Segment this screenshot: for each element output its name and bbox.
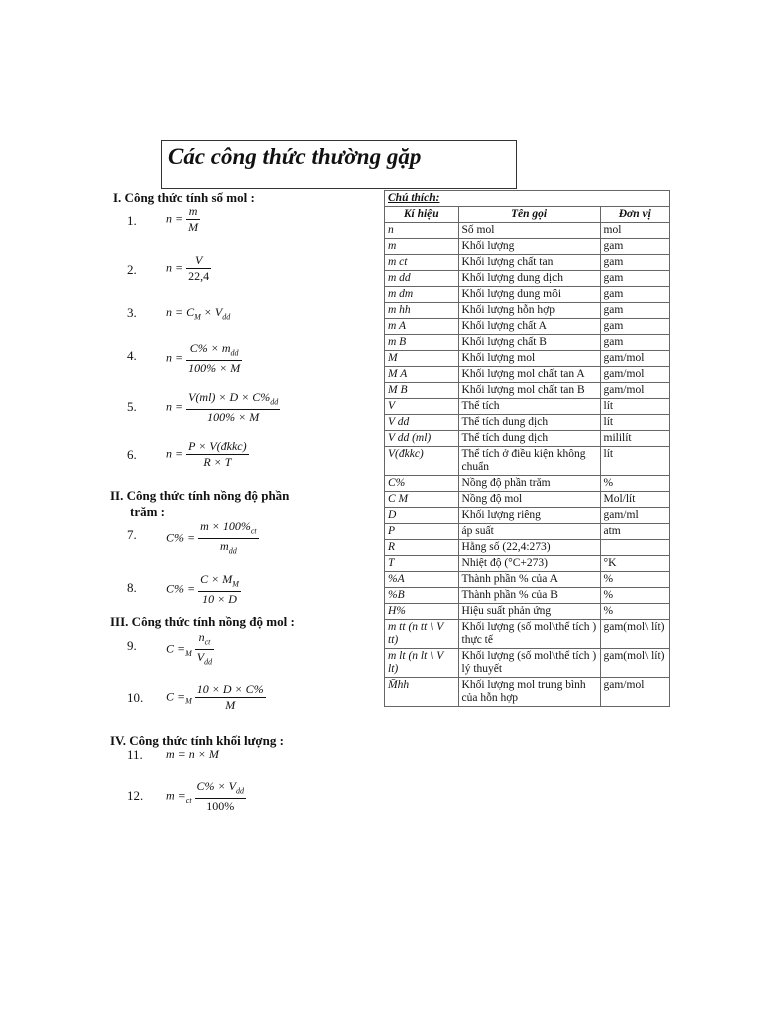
- formula-1: n = $\frac{m}{M}$: [166, 204, 199, 234]
- legend-name: Khối lượng dung dịch: [458, 271, 600, 287]
- legend-symbol: P: [385, 524, 459, 540]
- legend-symbol: M A: [385, 367, 459, 383]
- formula-5: n = $\frac{V(ml) \times D \times C\%_{dd}}{100\% \times M}$: [166, 390, 279, 425]
- legend-name: Khối lượng chất A: [458, 319, 600, 335]
- legend-unit: gam: [600, 287, 670, 303]
- legend-name: Khối lượng riêng: [458, 508, 600, 524]
- legend-row: [385, 649, 670, 678]
- title-box: [161, 140, 517, 189]
- legend-unit: %: [600, 604, 670, 620]
- formula-4: n = $\frac{C\% \times m_{dd}}{100\% \times M}$: [166, 341, 241, 376]
- section-1-heading: I. Công thức tính số mol :: [113, 190, 255, 205]
- section-3-heading: III. Công thức tính nồng độ mol :: [110, 614, 295, 629]
- formula-11: m = n × M: [166, 747, 219, 761]
- legend-row: [385, 239, 670, 255]
- legend-unit: gam/mol: [600, 351, 670, 367]
- legend-unit: Mol/lít: [600, 492, 670, 508]
- legend-header-row: [385, 207, 670, 223]
- legend-symbol: V(đkkc): [385, 447, 459, 476]
- legend-row: [385, 431, 670, 447]
- legend-symbol: m B: [385, 335, 459, 351]
- formula-number: 3.: [127, 305, 137, 320]
- legend-unit: lít: [600, 399, 670, 415]
- legend-symbol: m hh: [385, 303, 459, 319]
- legend-row: [385, 287, 670, 303]
- legend-row: [385, 508, 670, 524]
- legend-row: [385, 223, 670, 239]
- formula-number: 8.: [127, 580, 137, 595]
- formula-number: 9.: [127, 638, 137, 653]
- legend-name: Nồng độ mol: [458, 492, 600, 508]
- legend-name: Khối lượng dung môi: [458, 287, 600, 303]
- legend-name: Hiệu suất phản ứng: [458, 604, 600, 620]
- legend-name: Khối lượng mol: [458, 351, 600, 367]
- legend-row: [385, 319, 670, 335]
- formula-12: $m =_{ct}$ $\frac{C\% \times V_{dd}}{100\%}$: [166, 779, 244, 814]
- legend-unit: %: [600, 476, 670, 492]
- legend-symbol: m lt (n lt \ V lt): [385, 649, 459, 678]
- legend-caption: Chú thích:: [385, 191, 670, 207]
- legend-unit: gam(mol\ lít): [600, 649, 670, 678]
- legend-name: Khối lượng mol trung bình của hỗn hợp: [458, 678, 600, 707]
- legend-unit: °K: [600, 556, 670, 572]
- formula-number: 4.: [127, 348, 137, 363]
- legend-name: Khối lượng hỗn hợp: [458, 303, 600, 319]
- legend-symbol: n: [385, 223, 459, 239]
- legend-name: Số mol: [458, 223, 600, 239]
- legend-symbol: M: [385, 351, 459, 367]
- legend-symbol: m dm: [385, 287, 459, 303]
- legend-name: Khối lượng (số mol\thể tích ) lý thuyết: [458, 649, 600, 678]
- legend-unit: gam/ml: [600, 508, 670, 524]
- legend-unit: mililít: [600, 431, 670, 447]
- formula-6: n = $\frac{\text{P × V(đkkc)}}{R \times T}$: [166, 439, 247, 469]
- legend-name: Thành phần % của A: [458, 572, 600, 588]
- legend-symbol: m ct: [385, 255, 459, 271]
- legend-row: [385, 335, 670, 351]
- legend-name: Khối lượng: [458, 239, 600, 255]
- legend-unit: gam: [600, 319, 670, 335]
- legend-symbol: C M: [385, 492, 459, 508]
- legend-name: Thành phần % của B: [458, 588, 600, 604]
- formula-2: n = $\frac{V}{22,4}$: [166, 253, 210, 283]
- legend-unit: gam/mol: [600, 383, 670, 399]
- formula-10: $C =_M$ $\frac{10 \times D \times C\%}{M}$: [166, 682, 264, 712]
- legend-unit: gam: [600, 239, 670, 255]
- legend-row: [385, 399, 670, 415]
- formula-number: 10.: [127, 690, 144, 705]
- legend-name: Khối lượng chất B: [458, 335, 600, 351]
- legend-name: Khối lượng mol chất tan B: [458, 383, 600, 399]
- formula-number: 11.: [127, 747, 143, 762]
- legend-row: [385, 476, 670, 492]
- legend-symbol: %B: [385, 588, 459, 604]
- legend-row: [385, 588, 670, 604]
- legend-name: Hằng số (22,4:273): [458, 540, 600, 556]
- legend-table: [384, 190, 670, 707]
- legend-symbol: m A: [385, 319, 459, 335]
- legend-row: [385, 447, 670, 476]
- legend-name: Khối lượng (số mol\thể tích ) thực tế: [458, 620, 600, 649]
- legend-row: [385, 540, 670, 556]
- legend-name: Khối lượng mol chất tan A: [458, 367, 600, 383]
- formula-3: $n = C_M \times V_{dd}$: [166, 305, 231, 322]
- legend-unit: gam: [600, 271, 670, 287]
- legend-unit: atm: [600, 524, 670, 540]
- legend-row: [385, 620, 670, 649]
- legend-header-name: Tên gọi: [458, 207, 600, 223]
- legend-name: Khối lượng chất tan: [458, 255, 600, 271]
- legend-row: [385, 367, 670, 383]
- legend-unit: mol: [600, 223, 670, 239]
- legend-row: [385, 492, 670, 508]
- formula-number: 7.: [127, 527, 137, 542]
- section-4-heading: IV. Công thức tính khối lượng :: [110, 733, 284, 748]
- formula-7: C% = $\frac{m \times 100\%_{ct}}{m_{dd}}$: [166, 519, 257, 556]
- legend-symbol: %A: [385, 572, 459, 588]
- legend-symbol: m: [385, 239, 459, 255]
- legend-name: áp suất: [458, 524, 600, 540]
- legend-unit: gam(mol\ lít): [600, 620, 670, 649]
- legend-unit: [600, 540, 670, 556]
- legend-symbol: D: [385, 508, 459, 524]
- legend-symbol: T: [385, 556, 459, 572]
- legend-symbol: R: [385, 540, 459, 556]
- legend-name: Thể tích dung dịch: [458, 431, 600, 447]
- legend-name: Nồng độ phần trăm: [458, 476, 600, 492]
- legend-row: [385, 524, 670, 540]
- formula-number: 5.: [127, 399, 137, 414]
- legend-row: [385, 415, 670, 431]
- legend-row: [385, 303, 670, 319]
- legend-symbol: m dd: [385, 271, 459, 287]
- legend-header-symbol: Kí hiệu: [385, 207, 459, 223]
- legend-name: Thể tích ở điều kiện không chuẩn: [458, 447, 600, 476]
- legend-header-unit: Đơn vị: [600, 207, 670, 223]
- legend-row: [385, 271, 670, 287]
- legend-row: [385, 383, 670, 399]
- formula-number: 1.: [127, 213, 137, 228]
- legend-symbol: C%: [385, 476, 459, 492]
- formula-8: C% = $\frac{C \times M_M}{10 \times D}$: [166, 572, 239, 607]
- section-2-heading: II. Công thức tính nồng độ phần: [110, 488, 290, 503]
- legend-name: Thể tích: [458, 399, 600, 415]
- legend-row: [385, 678, 670, 707]
- legend-row: [385, 255, 670, 271]
- legend-symbol: V dd (ml): [385, 431, 459, 447]
- legend-unit: %: [600, 588, 670, 604]
- formula-number: 6.: [127, 447, 137, 462]
- legend-unit: gam/mol: [600, 367, 670, 383]
- legend-unit: gam: [600, 303, 670, 319]
- legend-unit: gam: [600, 335, 670, 351]
- legend-name: Nhiệt độ (°C+273): [458, 556, 600, 572]
- legend-symbol: V: [385, 399, 459, 415]
- legend-unit: %: [600, 572, 670, 588]
- legend-unit: gam/mol: [600, 678, 670, 707]
- legend-unit: lít: [600, 415, 670, 431]
- legend-symbol: M̄hh: [385, 678, 459, 707]
- legend-symbol: V dd: [385, 415, 459, 431]
- legend-symbol: H%: [385, 604, 459, 620]
- legend-row: [385, 351, 670, 367]
- formula-number: 12.: [127, 788, 144, 803]
- section-2-heading-cont: trăm :: [130, 504, 166, 519]
- legend-symbol: m tt (n tt \ V tt): [385, 620, 459, 649]
- formula-9: $C =_M$ $\frac{n_{ct}}{V_{dd}}$: [166, 630, 213, 667]
- legend-row: [385, 572, 670, 588]
- formula-number: 2.: [127, 262, 137, 277]
- legend-unit: lít: [600, 447, 670, 476]
- page-title: Các công thức thường gặp: [168, 144, 422, 169]
- legend-row: [385, 556, 670, 572]
- legend-row: [385, 604, 670, 620]
- legend-unit: gam: [600, 255, 670, 271]
- legend-name: Thể tích dung dịch: [458, 415, 600, 431]
- legend-symbol: M B: [385, 383, 459, 399]
